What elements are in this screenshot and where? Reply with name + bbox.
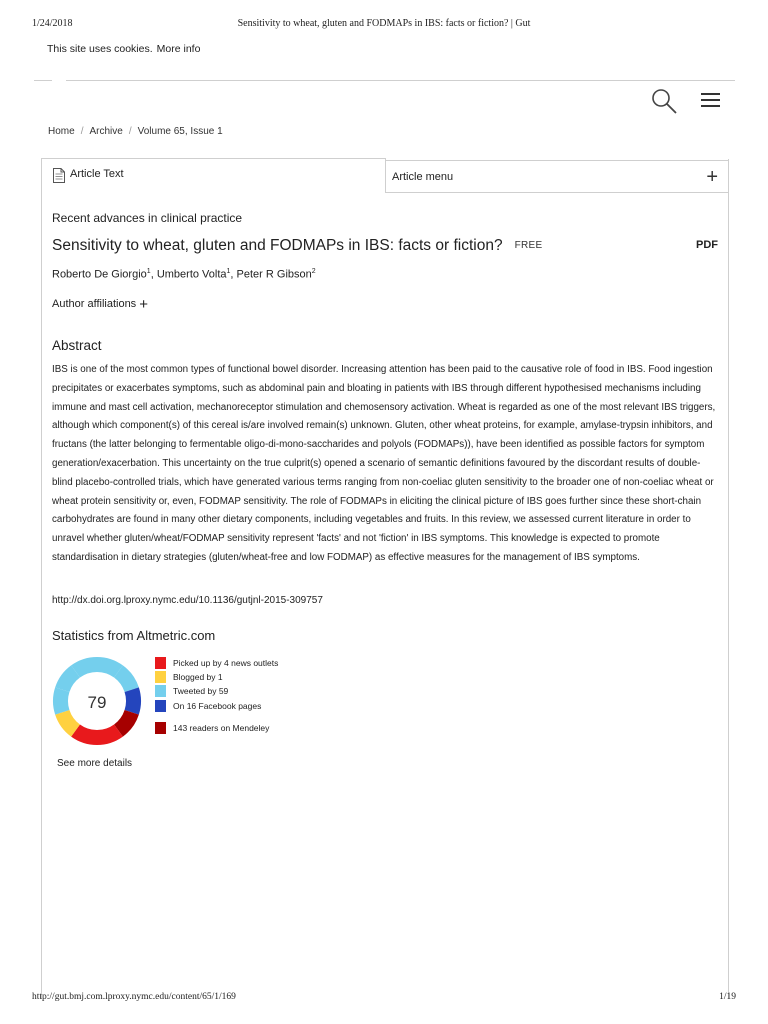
print-footer: [32, 992, 736, 1006]
author-list: Roberto De Giorgio$^1$, Umberto Volta$^1$, Peter R Gibson$^2$: [52, 268, 316, 281]
tab-article-menu-label: Article menu: [392, 171, 454, 183]
legend-text: 143 readers on Mendeley: [173, 723, 270, 733]
legend-swatch: [155, 700, 166, 712]
legend-swatch: [155, 671, 166, 683]
print-url: http://gut.bmj.com.lproxy.nymc.edu/content/65/1/169: [32, 992, 236, 1002]
abstract-heading: Abstract: [52, 338, 102, 353]
see-more-details-link[interactable]: See more details: [57, 758, 133, 769]
breadcrumb: [48, 126, 223, 137]
author-link[interactable]: Peter R Gibson: [236, 268, 312, 281]
abstract-text: IBS is one of the most common types of functional bowel disorder. Increasing attention has been paid to the causative role of food in IBS. Food ingestion precipitates or exacerbates symptoms, such as abdominal pain and bloating in patients with IBS through different hypothesised mechanisms including immune and mast cell activation, mechanoreceptor stimulation and chemosensory activation. Wheat is regarded as one of the most relevant IBS triggers, although which component(s) of this cereal is/are involved remain(s) unknown. Gluten, other wheat proteins, for example, amylase-trypsin inhibitors, and fructans (the latter belonging to fermentable oligo-di-mono-saccharides and polyols (FODMAPs)), have been identified as possible factors for symptom generation/exacerbation. This uncertainty on the true culprit(s) opened a scenario of semantic definitions favoured by the discordant results of double-blind placebo-controlled trials, which have generated various terms ranging from non-coeliac gluten sensitivity to the broader one of non-coeliac wheat or wheat protein sensitivity or, even, FODMAP sensitivity. The role of FODMAPs in eliciting the clinical picture of IBS goes further since these short-chain carbohydrates are found in many other dietary components, including vegetables and fruits. In this review, we assessed current literature in order to unravel whether gluten/wheat/FODMAP sensitivity represent 'facts' and not 'fiction' in IBS symptoms. This knowledge is expected to promote standardisation in dietary strategies (gluten/wheat-free and low FODMAP) as effective measures for the management of IBS symptoms.: [52, 364, 716, 563]
article-title-text: Sensitivity to wheat, gluten and FODMAPs in IBS: facts or fiction?: [52, 237, 503, 254]
print-header: [32, 18, 736, 32]
article-title: [52, 237, 542, 255]
cookie-notice: [47, 43, 200, 55]
doi-link[interactable]: http://dx.doi.org.lproxy.nymc.edu/10.1136/gutjnl-2015-309757: [52, 595, 323, 606]
tab-article-text-label: Article Text: [70, 168, 124, 180]
donut-segment: [125, 687, 141, 714]
altmetric-heading: Statistics from Altmetric.com: [52, 628, 216, 643]
pdf-link[interactable]: PDF: [696, 239, 718, 251]
content-frame: [41, 159, 729, 999]
author-affiliations-toggle[interactable]: [52, 296, 148, 313]
breadcrumb-separator: /: [128, 126, 132, 137]
tab-article-text[interactable]: [41, 158, 386, 193]
print-page-number: 1/19: [719, 992, 736, 1002]
legend-swatch: [155, 722, 166, 734]
tab-article-menu[interactable]: [385, 160, 729, 193]
donut-segment: [53, 687, 69, 714]
legend-text: On 16 Facebook pages: [173, 701, 262, 711]
legend-swatch: [155, 657, 166, 669]
print-date: 1/24/2018: [32, 18, 73, 29]
article-category: Recent advances in clinical practice: [52, 211, 243, 225]
legend-text: Picked up by 4 news outlets: [173, 658, 279, 668]
altmetric-donut[interactable]: [52, 656, 142, 746]
header-divider-gap: [52, 79, 66, 82]
altmetric-score: 79: [87, 693, 107, 712]
cookie-notice-text: This site uses cookies.: [47, 43, 153, 55]
author-link[interactable]: Umberto Volta: [156, 268, 227, 281]
legend-swatch: [155, 685, 166, 697]
breadcrumb-home[interactable]: Home: [48, 126, 75, 137]
author-affil-sup: 2: [311, 268, 316, 275]
legend-text: Tweeted by 59: [173, 686, 229, 696]
breadcrumb-volume[interactable]: Volume 65, Issue 1: [137, 126, 223, 137]
free-badge: FREE: [514, 240, 543, 251]
breadcrumb-separator: /: [80, 126, 84, 137]
expand-plus-icon: +: [139, 296, 148, 313]
author-affiliations-label: Author affiliations: [52, 298, 137, 310]
author-affil-sup: 1: [146, 268, 151, 275]
author-affil-sup: 1: [226, 268, 231, 275]
cookie-more-info-link[interactable]: More info: [156, 43, 201, 55]
legend-text: Blogged by 1: [173, 672, 223, 682]
breadcrumb-archive[interactable]: Archive: [89, 126, 123, 137]
search-icon[interactable]: [650, 88, 678, 114]
expand-plus-icon[interactable]: +: [706, 166, 718, 188]
print-page-title: Sensitivity to wheat, gluten and FODMAPs in IBS: facts or fiction? | Gut: [237, 18, 531, 29]
author-link[interactable]: Roberto De Giorgio: [52, 268, 147, 281]
document-icon: [53, 168, 65, 183]
hamburger-menu-icon[interactable]: [701, 93, 720, 108]
header-divider: [34, 80, 735, 81]
